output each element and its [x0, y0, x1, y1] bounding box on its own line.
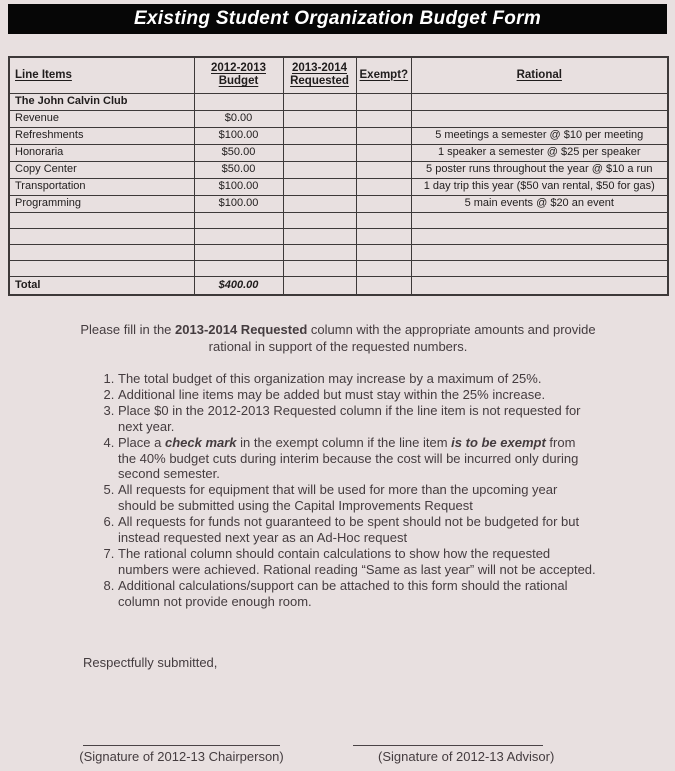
requested-cell	[283, 93, 356, 110]
requested-cell	[283, 276, 356, 295]
text-run: Please fill in the	[80, 322, 176, 337]
line-item-cell	[9, 212, 194, 228]
line-item-cell: Refreshments	[9, 127, 194, 144]
line-item-cell: Programming	[9, 195, 194, 212]
exempt-cell	[356, 212, 411, 228]
rational-cell	[411, 244, 668, 260]
table-row-empty	[9, 228, 668, 244]
exempt-cell	[356, 161, 411, 178]
instruction-item	[118, 435, 596, 483]
requested-cell	[283, 212, 356, 228]
text-run: column with the appropriate amounts and provide rational in support of the requested numbers.	[208, 322, 596, 354]
table-row-honoraria	[9, 144, 668, 161]
text-run: Additional calculations/support can be attached to this form should the rational column not provide enough room.	[118, 577, 568, 609]
line-item-cell: Total	[9, 276, 194, 295]
rational-cell	[411, 276, 668, 295]
form-title-bar	[8, 4, 667, 34]
text-run: 2013-2014 Requested	[175, 322, 308, 337]
table-row-copy-center	[9, 161, 668, 178]
exempt-cell	[356, 93, 411, 110]
exempt-cell	[356, 228, 411, 244]
table-row-revenue	[9, 110, 668, 127]
exempt-cell	[356, 178, 411, 195]
rational-cell	[411, 212, 668, 228]
advisor-signature-label: (Signature of 2012-13 Advisor)	[378, 749, 555, 764]
col-header-rational: Rational	[411, 57, 668, 93]
rational-cell: 1 speaker a semester @ $25 per speaker	[411, 144, 668, 161]
text-run: All requests for funds not guaranteed to be spent should not be budgeted for but instead requested next year as an Ad-Hoc request	[118, 514, 580, 546]
requested-cell	[283, 228, 356, 244]
text-run: The rational column should contain calculations to show how the requested numbers were achieved. Rational reading “Same as last year” will not be accepted.	[118, 545, 596, 577]
col-header-2012-2013-budget: 2012-2013 Budget	[194, 57, 283, 93]
requested-cell	[283, 161, 356, 178]
requested-cell	[283, 110, 356, 127]
budget-cell	[194, 93, 283, 110]
intro-paragraph	[68, 321, 608, 355]
table-row-refreshments	[9, 127, 668, 144]
table-row-transportation	[9, 178, 668, 195]
rational-cell: 5 poster runs throughout the year @ $10 a run	[411, 161, 668, 178]
rational-cell: 5 main events @ $20 an event	[411, 195, 668, 212]
budget-cell: $100.00	[194, 127, 283, 144]
instruction-item	[118, 546, 596, 578]
exempt-cell	[356, 276, 411, 295]
budget-cell: $100.00	[194, 195, 283, 212]
col-header-line-items: Line Items	[9, 57, 194, 93]
requested-cell	[283, 144, 356, 161]
instruction-item	[118, 371, 596, 387]
budget-cell	[194, 228, 283, 244]
table-row-empty	[9, 244, 668, 260]
exempt-cell	[356, 144, 411, 161]
line-item-cell: Honoraria	[9, 144, 194, 161]
form-title: Existing Student Organization Budget Form	[133, 8, 542, 29]
instruction-item	[118, 387, 596, 403]
closing-text: Respectfully submitted,	[83, 655, 218, 670]
advisor-signature-block	[353, 745, 573, 764]
instructions-list	[83, 371, 596, 610]
rational-cell: 5 meetings a semester @ $10 per meeting	[411, 127, 668, 144]
line-item-cell: The John Calvin Club	[9, 93, 194, 110]
rational-cell	[411, 228, 668, 244]
budget-table	[8, 56, 669, 296]
table-row-the-john-calvin-club	[9, 93, 668, 110]
text-run: All requests for equipment that will be used for more than the upcoming year should be submitted using the Capital Improvements Request	[118, 482, 558, 514]
chairperson-signature-label: (Signature of 2012-13 Chairperson)	[79, 749, 284, 764]
instruction-item	[118, 578, 596, 610]
text-run: Place $0 in the 2012-2013 Requested column if the line item is not requested for next year.	[118, 402, 581, 434]
exempt-cell	[356, 260, 411, 276]
col-header-exempt: Exempt?	[356, 57, 411, 93]
line-item-cell: Revenue	[9, 110, 194, 127]
instruction-item	[118, 403, 596, 435]
text-run: is to be exempt	[451, 434, 546, 450]
line-item-cell	[9, 260, 194, 276]
exempt-cell	[356, 127, 411, 144]
text-run: check mark	[164, 434, 237, 450]
requested-cell	[283, 244, 356, 260]
text-run: from the 40% budget cuts during interim because the cost will be incurred only during second semester.	[118, 434, 579, 482]
requested-cell	[283, 260, 356, 276]
rational-cell	[411, 260, 668, 276]
line-item-cell	[9, 228, 194, 244]
table-row-total	[9, 276, 668, 295]
budget-cell	[194, 212, 283, 228]
table-header-row	[9, 57, 668, 93]
line-item-cell: Copy Center	[9, 161, 194, 178]
budget-cell	[194, 244, 283, 260]
text-run: Place a	[118, 434, 165, 450]
rational-cell	[411, 110, 668, 127]
requested-cell	[283, 127, 356, 144]
table-row-empty	[9, 212, 668, 228]
instruction-item	[118, 482, 596, 514]
line-item-cell: Transportation	[9, 178, 194, 195]
exempt-cell	[356, 244, 411, 260]
chairperson-signature-block	[73, 745, 290, 764]
requested-cell	[283, 178, 356, 195]
line-item-cell	[9, 244, 194, 260]
budget-cell: $0.00	[194, 110, 283, 127]
budget-cell: $400.00	[194, 276, 283, 295]
table-row-programming	[9, 195, 668, 212]
budget-cell: $50.00	[194, 161, 283, 178]
text-run: The total budget of this organization may increase by a maximum of 25%.	[118, 371, 542, 386]
rational-cell: 1 day trip this year ($50 van rental, $50 for gas)	[411, 178, 668, 195]
col-header-2013-2014-requested: 2013-2014 Requested	[283, 57, 356, 93]
budget-table-body	[9, 93, 668, 295]
budget-cell: $100.00	[194, 178, 283, 195]
exempt-cell	[356, 110, 411, 127]
instruction-item	[118, 514, 596, 546]
table-row-empty	[9, 260, 668, 276]
rational-cell	[411, 93, 668, 110]
budget-cell: $50.00	[194, 144, 283, 161]
text-run: Additional line items may be added but must stay within the 25% increase.	[118, 386, 546, 402]
budget-cell	[194, 260, 283, 276]
exempt-cell	[356, 195, 411, 212]
requested-cell	[283, 195, 356, 212]
text-run: in the exempt column if the line item	[236, 434, 452, 450]
